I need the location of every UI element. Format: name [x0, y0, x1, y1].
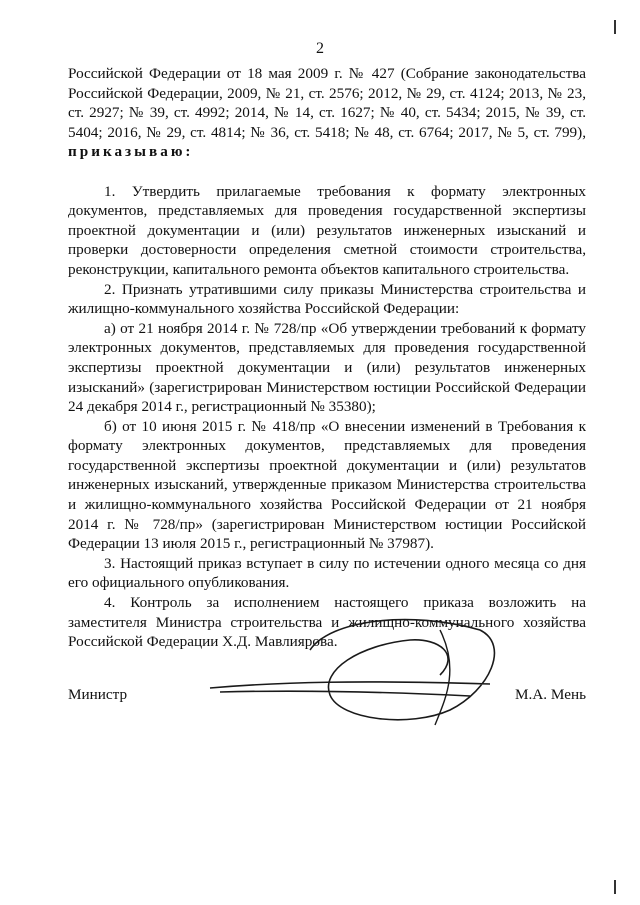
item-2a: а) от 21 ноября 2014 г. № 728/пр «Об утверждении требований к формату электронных документов, представляемых для проведения государственной экспертизы проектной документации и (или) результатов инженерных изысканий» (зарегистрирован Министерством юстиции Российской Федерации 24 декабря 2014 г., регистрационный № 35380);: [68, 319, 586, 416]
intro-paragraph: [68, 64, 586, 162]
item-3: 3. Настоящий приказ вступает в силу по истечении одного месяца со дня его официального опубликования.: [68, 554, 586, 592]
intro-text: Российской Федерации от 18 мая 2009 г. № 427 (Собрание законодательства Российской Федерации, 2009, № 21, ст. 2576; 2012, № 29, ст. 4124; 2013, № 23, ст. 2927; № 39, ст. 4992; 2014, № 14, ст. 1627; № 40, ст. 5434; 2015, № 39, ст. 5404; 2016, № 29, ст. 4814; № 36, ст. 5418; № 48, ст. 6764; 2017, № 5, ст. 799),: [68, 65, 586, 141]
signatory-position: Министр: [68, 686, 128, 703]
punch-mark: [610, 20, 620, 34]
punch-mark: [610, 880, 620, 894]
order-word: приказываю:: [68, 143, 194, 161]
item-4: 4. Контроль за исполнением настоящего приказа возложить на заместителя Министра строительства и жилищно-коммунального хозяйства Российской Федерации Х.Д. Мавлиярова.: [68, 594, 586, 651]
item-1: 1. Утвердить прилагаемые требования к формату электронных документов, представляемых для проведения государственной экспертизы проектной документации и (или) результатов инженерных изысканий и проверки достоверности определения сметной стоимости строительства, реконструкции, капитального ремонта объектов капитального строительства.: [68, 182, 586, 278]
document-body: [68, 64, 586, 652]
item-2: 2. Признать утратившими силу приказы Министерства строительства и жилищно-коммунального хозяйства Российской Федерации:: [68, 280, 586, 318]
item-2b: б) от 10 июня 2015 г. № 418/пр «О внесении изменений в Требования к формату электронных документов, представляемых для проведения государственной экспертизы проектной документации и (или) результатов инженерных изысканий, утвержденные приказом Министерства строительства и жилищно-коммунального хозяйства Российской Федерации от 21 ноября 2014 г. № 728/пр» (зарегистрирован Министерством юстиции Российской Федерации 13 июля 2015 г., регистрационный № 37987).: [68, 417, 586, 553]
page-number: 2: [316, 40, 324, 57]
signature-block: [68, 686, 586, 704]
signature-scribble: [190, 600, 510, 730]
signatory-name: М.А. Мень: [515, 686, 586, 703]
